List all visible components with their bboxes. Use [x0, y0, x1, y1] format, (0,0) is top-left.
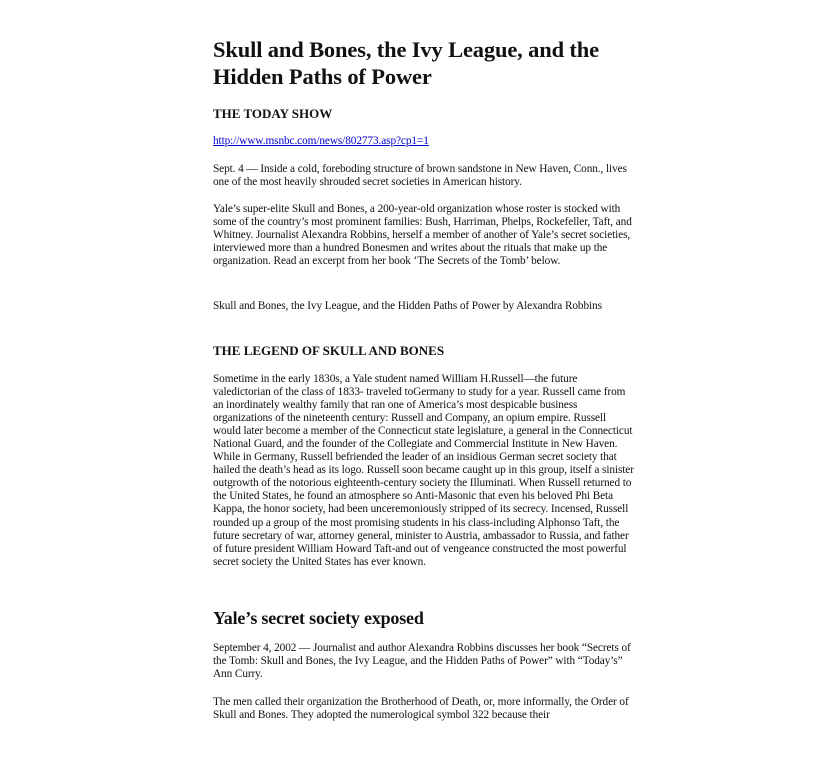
source-link[interactable]: http://www.msnbc.com/news/802773.asp?cp1=1	[213, 135, 429, 147]
source-link-paragraph	[213, 135, 635, 148]
paragraph-intro: Sept. 4 — Inside a cold, foreboding structure of brown sandstone in New Haven, Conn., lives one of the most heavily shrouded secret societies in American history.	[213, 163, 627, 189]
paragraph-skull-and-bones: Yale’s super-elite Skull and Bones, a 200-year-old organization whose roster is stocked with some of the country’s most prominent families: Bush, Harriman, Phelps, Rockefeller, Taft, and Whitney. Journalist Alexandra Robbins, herself a member of another of Yale’s secret societies, interviewed more than a hundred Bonesmen and writes about the rituals that make up the organization. Read an excerpt from her book ‘The Secrets of the Tomb’ below.	[213, 203, 632, 268]
section-heading-legend: THE LEGEND OF SKULL AND BONES	[213, 343, 445, 358]
paragraph-brotherhood: The men called their organization the Brotherhood of Death, or, more informally, the Order of Skull and Bones. They adopted the numerological symbol 322 because their	[213, 696, 629, 722]
section-heading-today-show: THE TODAY SHOW	[213, 106, 333, 121]
page-title: Skull and Bones, the Ivy League, and the Hidden Paths of Power	[213, 37, 599, 89]
paragraph-legend: Sometime in the early 1830s, a Yale student named William H.Russell—the future valedictorian of the class of 1833- traveled toGermany to study for a year. Russell came from an inordinately wealthy family that ran one of America’s most despicable business organizations of the nineteenth century: Russell and Company, an opium empire. Russell would later become a member of the Connecticut state legislature, a general in the Connecticut National Guard, and the founder of the Collegiate and Commercial Institute in New Haven. While in Germany, Russell befriended the leader of an insidious German secret society that hailed the death’s head as its logo. Russell soon became caught up in this group, itself a sinister outgrowth of the notorious eighteenth-century society the Illuminati. When Russell returned to the United States, he found an atmosphere so Anti-Masonic that even his beloved Phi Beta Kappa, the honor society, had been unceremoniously stripped of its secrecy. Incensed, Russell rounded up a group of the most promising students in his class-including Alphonso Taft, the future secretary of war, attorney general, minister to Austria, ambassador to Russia, and father of future president William Howard Taft-and out of vengeance constructed the most powerful secret society the United States has ever known.	[213, 373, 634, 568]
paragraph-book-title: Skull and Bones, the Ivy League, and the Hidden Paths of Power by Alexandra Robbins	[213, 300, 602, 312]
section-heading-exposed: Yale’s secret society exposed	[213, 608, 424, 628]
paragraph-interview: September 4, 2002 — Journalist and author Alexandra Robbins discusses her book “Secrets of the Tomb: Skull and Bones, the Ivy League, and the Hidden Paths of Power” with “Today’s” Ann Curry.	[213, 642, 631, 681]
